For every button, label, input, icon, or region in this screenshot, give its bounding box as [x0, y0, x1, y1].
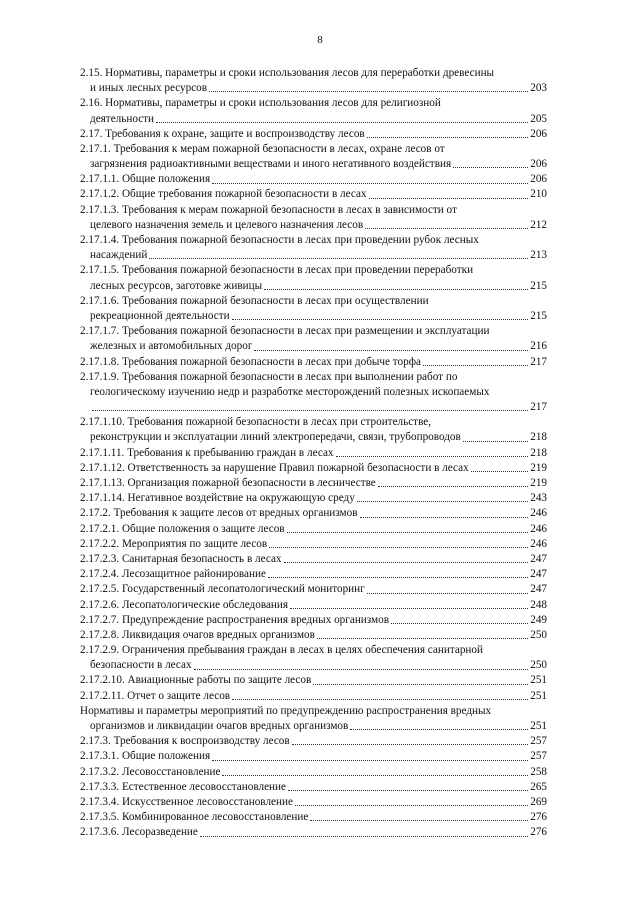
dot-leader: [284, 562, 529, 563]
toc-entry-title: деятельности: [90, 112, 155, 125]
toc-entry[interactable]: [80, 415, 547, 445]
toc-entry-title: железных и автомобильных дорог: [90, 340, 253, 353]
toc-entry-last-line: [80, 765, 547, 780]
toc-entry-title: 2.17.1.11. Требования к пребыванию граждан в лесах: [80, 446, 334, 459]
dot-leader: [232, 319, 529, 320]
toc-entry-last-line: [80, 446, 547, 461]
toc-page-number: 246: [530, 522, 547, 535]
toc-entry-title: организмов и ликвидации очагов вредных организмов: [90, 720, 349, 733]
toc-entry[interactable]: [80, 689, 547, 704]
toc-entry[interactable]: [80, 765, 547, 780]
toc-entry-last-line: [80, 112, 547, 127]
toc-entry-title: загрязнения радиоактивными веществами и иного негативного воздействия: [90, 158, 452, 171]
toc-entry[interactable]: [80, 704, 547, 734]
dot-leader: [268, 577, 528, 578]
toc-page-number: 218: [530, 446, 547, 459]
toc-entry-title: 2.17.2.3. Санитарная безопасность в лесах: [80, 552, 282, 565]
toc-entry[interactable]: [80, 172, 547, 187]
toc-page-number: 210: [530, 188, 547, 201]
toc-entry-title: 2.17.1.12. Ответственность за нарушение Правил пожарной безопасности в лесах: [80, 461, 469, 474]
toc-page-number: 212: [530, 218, 547, 231]
toc-entry-title: 2.17. Требования к охране, защите и воспроизводству лесов: [80, 127, 365, 140]
toc-entry-title: 2.17.3.4. Искусственное лесовосстановление: [80, 795, 293, 808]
toc-page-number: 276: [530, 811, 547, 824]
toc-page-number: 219: [530, 477, 547, 490]
toc-page-number: 276: [530, 826, 547, 839]
toc-page-number: 269: [530, 795, 547, 808]
dot-leader: [453, 167, 528, 168]
toc-entry-title: 2.17.1.14. Негативное воздействие на окружающую среду: [80, 492, 355, 505]
toc-entry[interactable]: [80, 643, 547, 673]
toc-page-number: 265: [530, 780, 547, 793]
toc-page-number: 250: [530, 628, 547, 641]
toc-entry-last-line: [80, 825, 547, 840]
toc-page-number: 247: [530, 552, 547, 565]
toc-entry-line: 2.17.1.9. Требования пожарной безопасности в лесах при выполнении работ по: [80, 370, 458, 383]
toc-entry-line: 2.16. Нормативы, параметры и сроки использования лесов для религиозной: [80, 97, 441, 110]
dot-leader: [350, 729, 528, 730]
dot-leader: [391, 623, 528, 624]
toc-page-number: 206: [530, 173, 547, 186]
toc-entry-title: 2.17.1.2. Общие требования пожарной безопасности в лесах: [80, 188, 367, 201]
toc-entry-title: 2.17.2.6. Лесопатологические обследования: [80, 598, 289, 611]
toc-entry[interactable]: [80, 552, 547, 567]
toc-entry-title: безопасности в лесах: [90, 659, 192, 672]
toc-entry[interactable]: [80, 598, 547, 613]
toc-entry-last-line: [80, 780, 547, 795]
toc-entry[interactable]: [80, 810, 547, 825]
toc-entry[interactable]: [80, 96, 547, 126]
toc-entry-last-line: [80, 157, 547, 172]
toc-page-number: 258: [530, 765, 547, 778]
dot-leader: [200, 836, 528, 837]
toc-entry[interactable]: [80, 142, 547, 172]
toc-entry[interactable]: [80, 567, 547, 582]
dot-leader: [369, 198, 529, 199]
toc-page-number: 247: [530, 583, 547, 596]
toc-entry-last-line: [80, 172, 547, 187]
dot-leader: [287, 532, 529, 533]
page-number: 8: [317, 34, 323, 46]
toc-entry[interactable]: [80, 780, 547, 795]
dot-leader: [254, 350, 528, 351]
toc-entry[interactable]: [80, 203, 547, 233]
toc-entry-last-line: [80, 810, 547, 825]
toc-entry[interactable]: [80, 294, 547, 324]
toc-entry[interactable]: [80, 522, 547, 537]
toc-page-number: 246: [530, 507, 547, 520]
toc-entry[interactable]: [80, 582, 547, 597]
toc-entry-title: 2.17.1.13. Организация пожарной безопасности в лесничестве: [80, 477, 376, 490]
toc-entry-last-line: [80, 218, 547, 233]
dot-leader: [212, 183, 528, 184]
toc-entry-line: геологическому изучению недр и разработке месторождений полезных ископаемых: [90, 385, 490, 398]
toc-entry[interactable]: [80, 188, 547, 203]
toc-entry-title: 2.17.1.1. Общие положения: [80, 173, 211, 186]
dot-leader: [264, 289, 528, 290]
toc-entry[interactable]: [80, 446, 547, 461]
toc-entry-last-line: [80, 628, 547, 643]
toc-entry-last-line: [80, 461, 547, 476]
toc-entry-last-line: [80, 598, 547, 613]
table-of-contents: [80, 66, 547, 841]
dot-leader: [310, 820, 528, 821]
dot-leader: [209, 91, 528, 92]
dot-leader: [317, 638, 528, 639]
toc-page-number: 249: [530, 613, 547, 626]
toc-page-number: 257: [530, 750, 547, 763]
toc-entry[interactable]: [80, 491, 547, 506]
dot-leader: [336, 456, 529, 457]
toc-entry-last-line: [80, 795, 547, 810]
toc-entry[interactable]: [80, 734, 547, 749]
toc-entry[interactable]: [80, 506, 547, 521]
toc-entry[interactable]: [80, 825, 547, 840]
toc-entry[interactable]: [80, 127, 547, 142]
toc-page-number: 243: [530, 492, 547, 505]
toc-entry-title: 2.17.3.2. Лесовосстановление: [80, 765, 221, 778]
toc-entry-title: целевого назначения земель и целевого назначения лесов: [90, 218, 364, 231]
dot-leader: [367, 137, 529, 138]
dot-leader: [292, 744, 529, 745]
toc-entry-line: 2.17.2.9. Ограничения пребывания граждан в лесах в целях обеспечения санитарной: [80, 644, 483, 657]
dot-leader: [232, 699, 528, 700]
toc-page-number: 247: [530, 568, 547, 581]
toc-entry-last-line: [80, 355, 547, 370]
toc-entry-last-line: [80, 309, 547, 324]
toc-entry-last-line: [80, 582, 547, 597]
toc-entry-last-line: [80, 522, 547, 537]
toc-entry-last-line: [80, 476, 547, 491]
dot-leader: [378, 486, 528, 487]
toc-entry-title: 2.17.2.7. Предупреждение распространения вредных организмов: [80, 613, 390, 626]
toc-entry-line: Нормативы и параметры мероприятий по предупреждению распространения вредных: [80, 704, 492, 717]
toc-entry-last-line: [80, 506, 547, 521]
toc-entry[interactable]: [80, 613, 547, 628]
toc-page-number: 257: [530, 735, 547, 748]
toc-entry-line: 2.17.1.6. Требования пожарной безопасности в лесах при осуществлении: [80, 294, 429, 307]
dot-leader: [471, 471, 529, 472]
dot-leader: [313, 684, 528, 685]
dot-leader: [423, 365, 528, 366]
toc-entry[interactable]: [80, 795, 547, 810]
toc-entry-title: 2.17.2. Требования к защите лесов от вредных организмов: [80, 507, 358, 520]
toc-entry-last-line: [80, 674, 547, 689]
toc-entry-title: 2.17.2.10. Авиационные работы по защите лесов: [80, 674, 312, 687]
toc-entry-last-line: [80, 749, 547, 764]
toc-entry-title: рекреационной деятельности: [90, 309, 230, 322]
toc-entry-title: реконструкции и эксплуатации линий электропередачи, связи, трубопроводов: [90, 431, 461, 444]
dot-leader: [367, 593, 528, 594]
toc-entry-title: 2.17.2.5. Государственный лесопатологический мониторинг: [80, 583, 365, 596]
toc-page-number: 215: [530, 309, 547, 322]
toc-entry[interactable]: [80, 66, 547, 96]
toc-page-number: 205: [530, 112, 547, 125]
toc-entry-last-line: [80, 81, 547, 96]
toc-entry[interactable]: [80, 355, 547, 370]
dot-leader: [156, 122, 528, 123]
toc-entry[interactable]: [80, 370, 547, 416]
dot-leader: [365, 228, 528, 229]
toc-page-number: 203: [530, 82, 547, 95]
dot-leader: [288, 790, 528, 791]
toc-entry-last-line: [80, 734, 547, 749]
toc-entry-title: лесных ресурсов, заготовке живицы: [90, 279, 263, 292]
toc-entry-last-line: [80, 552, 547, 567]
toc-entry-last-line: [80, 719, 547, 734]
toc-page-number: 218: [530, 431, 547, 444]
toc-entry-title: 2.17.3.3. Естественное лесовосстановление: [80, 780, 286, 793]
toc-entry-last-line: [80, 188, 547, 203]
toc-entry-last-line: [80, 567, 547, 582]
toc-page-number: 217: [530, 355, 547, 368]
toc-entry[interactable]: [80, 233, 547, 263]
toc-entry-last-line: [80, 613, 547, 628]
toc-entry-title: и иных лесных ресурсов: [90, 82, 208, 95]
toc-entry-title: 2.17.3.5. Комбинированное лесовосстановление: [80, 811, 309, 824]
dot-leader: [149, 258, 528, 259]
toc-entry-last-line: [80, 537, 547, 552]
toc-page-number: 251: [530, 689, 547, 702]
toc-entry-title: 2.17.2.11. Отчет о защите лесов: [80, 689, 231, 702]
toc-entry-line: 2.17.1.10. Требования пожарной безопасности в лесах при строительстве,: [80, 416, 432, 429]
toc-entry-title: 2.17.2.2. Мероприятия по защите лесов: [80, 537, 268, 550]
toc-entry-last-line: [80, 431, 547, 446]
toc-entry-title: 2.17.2.4. Лесозащитное районирование: [80, 568, 266, 581]
toc-entry-last-line: [80, 279, 547, 294]
toc-entry-title: 2.17.1.8. Требования пожарной безопасности в лесах при добыче торфа: [80, 355, 421, 368]
toc-entry-line: 2.17.1.3. Требования к мерам пожарной безопасности в лесах в зависимости от: [80, 203, 457, 216]
dot-leader: [357, 501, 528, 502]
toc-entry[interactable]: [80, 476, 547, 491]
dot-leader: [92, 410, 528, 411]
dot-leader: [295, 805, 528, 806]
toc-page-number: 206: [530, 127, 547, 140]
toc-page-number: 206: [530, 158, 547, 171]
toc-entry[interactable]: [80, 628, 547, 643]
dot-leader: [222, 775, 528, 776]
toc-entry-title: 2.17.3.6. Лесоразведение: [80, 826, 198, 839]
toc-entry-title: 2.17.2.1. Общие положения о защите лесов: [80, 522, 285, 535]
dot-leader: [290, 608, 528, 609]
dot-leader: [212, 760, 528, 761]
toc-entry-title: 2.17.2.8. Ликвидация очагов вредных организмов: [80, 628, 315, 641]
toc-entry[interactable]: [80, 674, 547, 689]
toc-entry[interactable]: [80, 324, 547, 354]
toc-entry-last-line: [80, 400, 547, 415]
toc-entry[interactable]: [80, 461, 547, 476]
toc-entry-line: 2.17.1.5. Требования пожарной безопасности в лесах при проведении переработки: [80, 264, 474, 277]
toc-entry-line: 2.15. Нормативы, параметры и сроки использования лесов для переработки древесины: [80, 66, 495, 79]
toc-page-number: 213: [530, 249, 547, 262]
toc-page-number: 219: [530, 461, 547, 474]
toc-entry-line: 2.17.1. Требования к мерам пожарной безопасности в лесах, охране лесов от: [80, 142, 445, 155]
toc-entry-last-line: [80, 127, 547, 142]
toc-entry-last-line: [80, 491, 547, 506]
toc-entry[interactable]: [80, 537, 547, 552]
dot-leader: [194, 669, 529, 670]
toc-entry-line: 2.17.1.7. Требования пожарной безопасности в лесах при размещении и эксплуатации: [80, 325, 490, 338]
toc-page-number: 248: [530, 598, 547, 611]
dot-leader: [360, 517, 529, 518]
toc-entry[interactable]: [80, 749, 547, 764]
toc-entry-line: 2.17.1.4. Требования пожарной безопасности в лесах при проведении рубок лесных: [80, 234, 479, 247]
toc-page-number: 215: [530, 279, 547, 292]
toc-entry-last-line: [80, 248, 547, 263]
dot-leader: [463, 441, 528, 442]
toc-entry-title: 2.17.3.1. Общие положения: [80, 750, 211, 763]
toc-page-number: 216: [530, 340, 547, 353]
toc-page-number: 251: [530, 720, 547, 733]
toc-page-number: 251: [530, 674, 547, 687]
toc-page-number: 217: [530, 401, 547, 414]
toc-entry-last-line: [80, 339, 547, 354]
toc-entry-last-line: [80, 689, 547, 704]
toc-page-number: 250: [530, 659, 547, 672]
dot-leader: [269, 547, 528, 548]
toc-entry-title: 2.17.3. Требования к воспроизводству лесов: [80, 735, 290, 748]
toc-entry-title: насаждений: [90, 249, 148, 262]
toc-page-number: 246: [530, 537, 547, 550]
toc-entry-last-line: [80, 658, 547, 673]
toc-entry[interactable]: [80, 263, 547, 293]
